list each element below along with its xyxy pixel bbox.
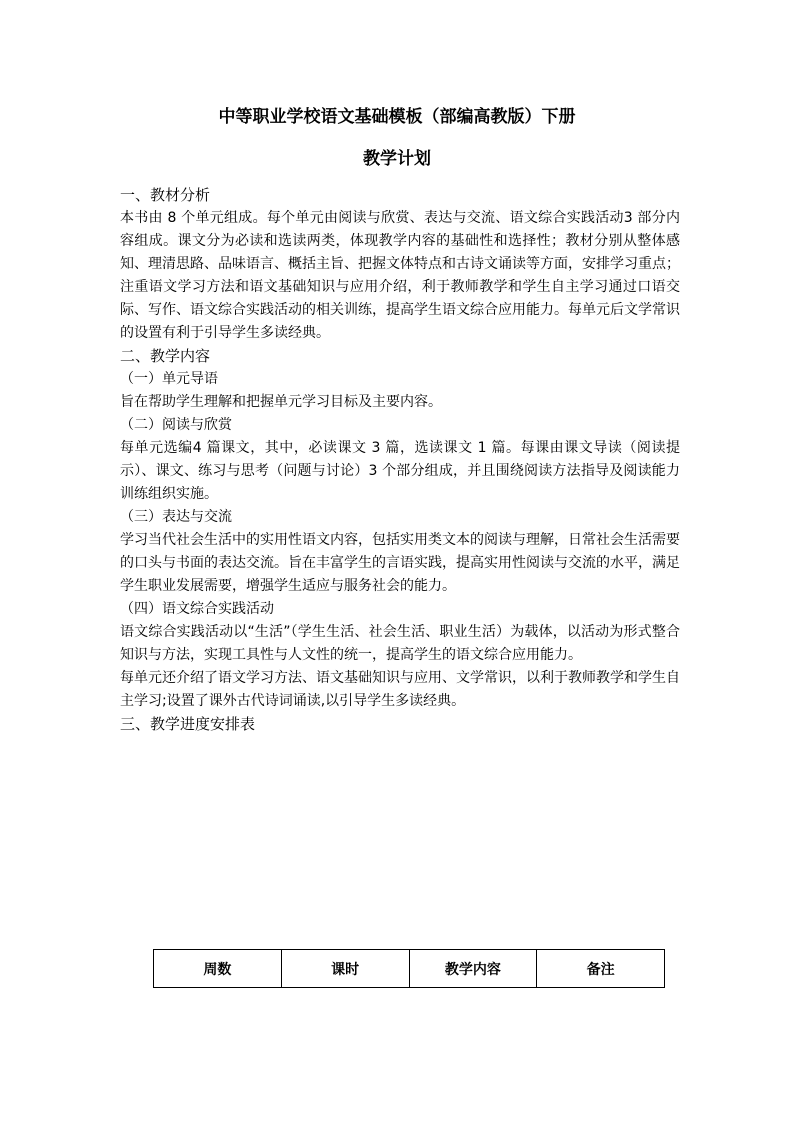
table-header-periods: 课时: [281, 950, 409, 988]
table-header-content: 教学内容: [409, 950, 537, 988]
document-subtitle: 教学计划: [363, 149, 431, 169]
paragraph-expression: 学习当代社会生活中的实用性语文内容，包括实用类文本的阅读与理解，日常社会生活需要的口头与书面的表达交流。旨在丰富学生的言语实践，提高实用性阅读与交流的水平，满足学生职业发展需要，增强学生适应与服务社会的能力。: [120, 532, 680, 594]
paragraph-reading: 每单元选编4 篇课文，其中，必读课文 3 篇，选读课文 1 篇。每课由课文导读（阅读提示）、课文、练习与思考（问题与讨论）3 个部分组成，并且围绕阅读方法指导及阅读能力训练组织实施。: [120, 440, 680, 502]
subheading-reading: （二）阅读与欣赏: [120, 417, 232, 433]
section-heading-schedule: 三、教学进度安排表: [120, 715, 256, 733]
section-heading-textbook-analysis: 一、教材分析: [120, 186, 211, 204]
schedule-table-wrapper: [153, 949, 665, 988]
document-title: 中等职业学校语文基础模板（部编高教版）下册: [218, 107, 576, 127]
subheading-practice-activity: （四）语文综合实践活动: [120, 601, 274, 617]
schedule-table: [153, 949, 665, 988]
paragraph-unit-extras: 每单元还介绍了语文学习方法、语文基础知识与应用、文学常识，以利于教师教学和学生自主学习;设置了课外古代诗词诵读,以引导学生多读经典。: [120, 670, 680, 709]
paragraph-practice-activity: 语文综合实践活动以“生活”（学生生活、社会生活、职业生活）为载体，以活动为形式整合知识与方法，实现工具性与人文性的统一，提高学生的语文综合应用能力。: [120, 624, 680, 663]
subheading-unit-intro: （一）单元导语: [120, 371, 218, 387]
table-header-weeks: 周数: [154, 950, 282, 988]
table-header-row: [154, 950, 665, 988]
table-header-notes: 备注: [537, 950, 665, 988]
paragraph-textbook-analysis: 本书由 8 个单元组成。每个单元由阅读与欣赏、表达与交流、语文综合实践活动3 部分内容组成。课文分为必读和选读两类，体现教学内容的基础性和选择性；教材分别从整体感知、理清思路、品味语言、概括主旨、把握文体特点和古诗文诵读等方面，安排学习重点；注重语文学习方法和语文基础知识与应用介绍，利于教师教学和学生自主学习通过口语交际、写作、语文综合实践活动的相关训练，提高学生语文综合应用能力。每单元后文学常识的设置有利于引导学生多读经典。: [120, 210, 680, 341]
subheading-expression: （三）表达与交流: [120, 509, 232, 525]
document-body: [120, 184, 680, 736]
paragraph-unit-intro: 旨在帮助学生理解和把握单元学习目标及主要内容。: [120, 394, 442, 410]
section-heading-teaching-content: 二、教学内容: [120, 347, 211, 365]
